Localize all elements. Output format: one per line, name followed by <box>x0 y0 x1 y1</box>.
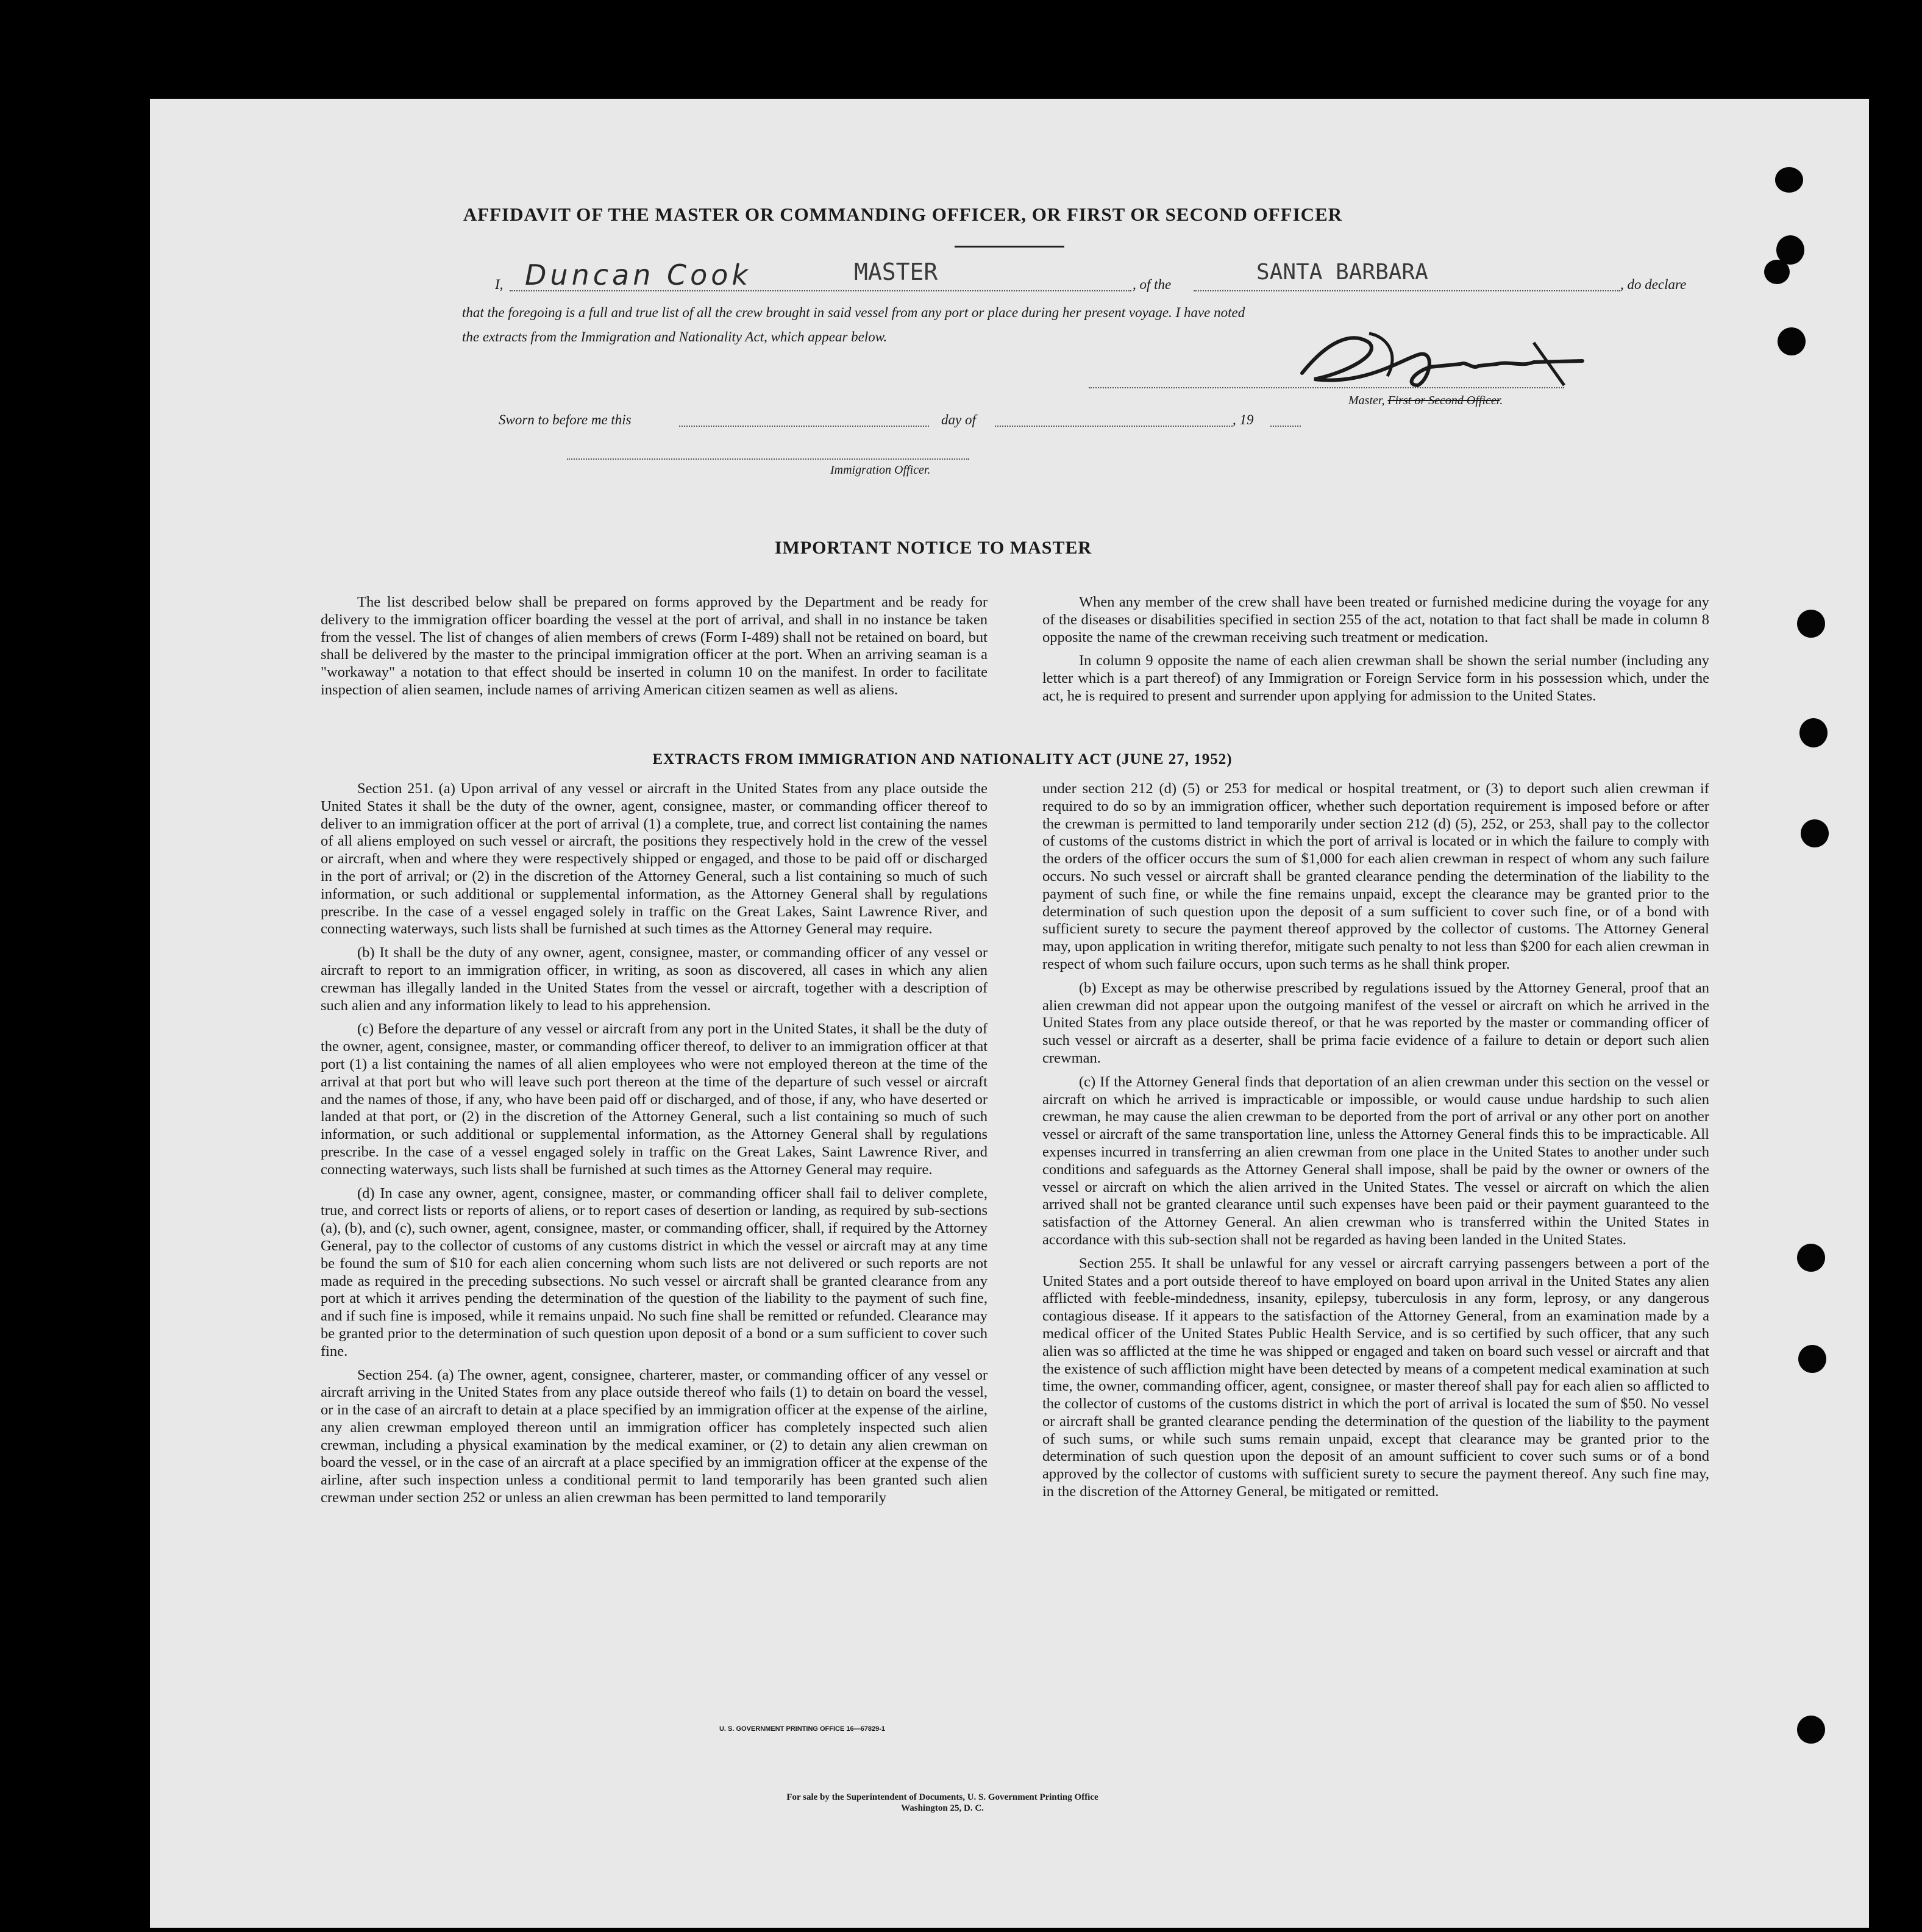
title-rule <box>955 246 1064 248</box>
master-name: Duncan Cook <box>525 258 752 291</box>
document-page <box>150 99 1869 1928</box>
of-the-label: , of the <box>1133 277 1172 292</box>
vessel-name-stamp: SANTA BARBARA <box>1256 260 1428 285</box>
do-declare-label: , do declare <box>1620 277 1687 292</box>
immigration-officer-caption: Immigration Officer. <box>830 463 931 477</box>
signature-line <box>1089 387 1564 388</box>
section-251-d: (d) In case any owner, agent, consignee, master, or commanding officer shall fail to deliver complete, true, and correct lists or reports of aliens, or to report cases of desertion or landing, as required by sub-sections (a), (b), and (c), such owner, agent, consignee, master, or commanding officer, shall, if required by the Attorney General, pay to the collector of customs of any customs district in which the vessel or aircraft may at any time be found the sum of $10 for each alien concerning whom such lists are not delivered or such reports are not made as required in the preceding subsections. No such vessel or aircraft shall be granted clearance from any port at which it arrives pending the determination of the question of the liability to the payment of such fine, and if such fine is imposed, while it remains unpaid. No such fine shall be remitted or refunded. Clearance may be granted prior to the determination of such question upon deposit of a bond or a sum sufficient to cover such fine. <box>321 1185 988 1360</box>
affidavit-title: AFFIDAVIT OF THE MASTER OR COMMANDING OFFICER, OR FIRST OR SECOND OFFICER <box>463 204 1343 225</box>
vessel-field-line <box>1194 290 1620 291</box>
section-254-c: (c) If the Attorney General finds that deportation of an alien crewman under this section on the vessel or aircraft on which he arrived is impracticable or impossible, or would cause undue hardship to such alien crewman, he may cause the alien crewman to be deported from the port of arrival or any other port on another vessel or aircraft of the same transportation line, unless the Attorney General finds this to be impracticable. All expenses incurred in transferring an alien crewman from one place in the United States to another under such conditions and safeguards as the Attorney General shall impose, shall be paid by the owner or owners of the vessel or aircraft on which the alien arrived in the United States. The vessel or aircraft on which the alien arrived shall not be granted clearance until such expenses have been paid or their payment guaranteed to the satisfaction of the Attorney General. An alien crewman who is transferred within the United States in accordance with this sub-section shall not be regarded as having been landed in the United States. <box>1042 1073 1709 1248</box>
punch-hole <box>1798 1345 1826 1373</box>
month-line <box>995 426 1233 427</box>
section-255: Section 255. It shall be unlawful for any vessel or aircraft carrying passengers between a port of the United States and a port outside thereof to have employed on board upon arrival in the United States any alien afflicted with feeble-mindedness, insanity, epilepsy, tuberculosis in any form, leprosy, or any dangerous contagious disease. If it appears to the satisfaction of the Attorney General, from an examination made by a medical officer of the United States Public Health Service, and is so certified by such officer, that any such alien was so afflicted at the time he was shipped or engaged and taken on board such vessel or aircraft and that the existence of such affliction might have been detected by means of a competent medical examination at such time, the owner, commanding officer, agent, consignee, or master thereof shall pay for each alien so afflicted to the collector of customs of the customs district in which the port of arrival is located the sum of $50. No vessel or aircraft shall be granted clearance pending the determination of the question of the liability to the payment of such sums, or while such sums remain unpaid, except that clearance may be granted prior to the determination of such question upon the deposit of an amount sufficient to cover such sums or of a bond approved by the collector of customs with sufficient surety to secure the payment thereof. Any such fine may, in the discretion of the Attorney General, be mitigated or remitted. <box>1042 1255 1709 1500</box>
notice-left-column <box>321 594 988 705</box>
extracts-title: EXTRACTS FROM IMMIGRATION AND NATIONALITY ACT (JUNE 27, 1952) <box>652 751 1233 768</box>
section-254-a: Section 254. (a) The owner, agent, consignee, charterer, master, or commanding officer of any vessel or aircraft arriving in the United States from any place outside thereof who fails (1) to detain on board the vessel, or in the case of an aircraft to detain at a place specified by an immigration officer at the expense of the airline, any alien crewman employed thereon until an immigration officer has completely inspected such alien crewman, including a physical examination by the medical examiner, or (2) to detain any alien crewman on board the vessel, or in the case of an aircraft at a place specified by an immigration officer at the expense of the airline, after such inspection unless a conditional permit to land temporarily has been granted such alien crewman under section 252 or unless an alien crewman has been permitted to land temporarily <box>321 1366 988 1506</box>
notice-title: IMPORTANT NOTICE TO MASTER <box>774 538 1092 558</box>
notice-right-column <box>1042 594 1709 711</box>
section-251-a: Section 251. (a) Upon arrival of any vessel or aircraft in the United States from any place outside the United States it shall be the duty of the owner, agent, consignee, master, or commanding officer thereof to deliver to an immigration officer at the port of arrival (1) a complete, true, and correct list containing the names of all aliens employed on such vessel or aircraft, the positions they respectively hold in the crew of the vessel or aircraft, when and where they were respectively shipped or engaged, and those to be paid off or discharged in the port of arrival; or (2) in the discretion of the Attorney General, such a list containing so much of such information, or such additional or supplemental information, as the Attorney General shall by regulations prescribe. In the case of a vessel engaged solely in traffic on the Great Lakes, Saint Lawrence River, and connecting waterways, such lists shall be furnished at such times as the Attorney General may require. <box>321 780 988 938</box>
notice-right-paragraph-2: In column 9 opposite the name of each alien crewman shall be shown the serial number (including any letter which is a part thereof) of any Immigration or Foreign Service form in his possession which, under the act, he is required to present and surrender upon applying for admission to the United States. <box>1042 652 1709 704</box>
notice-left-paragraph: The list described below shall be prepared on forms approved by the Department and be ready for delivery to the immigration officer boarding the vessel at the port of arrival, and shall in no instance be taken from the vessel. The list of changes of alien members of crews (Form I-489) shall not be retained on board, but shall be delivered by the master to the principal immigration officer at the port. When an arriving seaman is a "workaway" a notation to that effect should be inserted in column 10 on the manifest. In order to facilitate inspection of alien seamen, include names of arriving American citizen seamen as well as aliens. <box>321 594 988 698</box>
punch-hole <box>1797 610 1825 638</box>
punch-hole <box>1775 167 1803 193</box>
extracts-right-column <box>1042 780 1709 1707</box>
punch-hole <box>1764 260 1790 284</box>
sworn-label: Sworn to before me this <box>499 412 632 427</box>
sale-notice-line-1: For sale by the Superintendent of Documents, U. S. Government Printing Office <box>786 1792 1098 1802</box>
i-label: I, <box>495 277 504 292</box>
punch-hole <box>1778 327 1806 355</box>
day-of-label: day of <box>941 412 976 427</box>
year-line <box>1270 426 1301 427</box>
declaration-line-3: the extracts from the Immigration and Nationality Act, which appear below. <box>462 329 888 344</box>
sale-notice-line-2: Washington 25, D. C. <box>901 1803 984 1813</box>
punch-hole <box>1801 819 1829 847</box>
year-label: , 19 <box>1233 412 1254 427</box>
notice-right-paragraph-1: When any member of the crew shall have been treated or furnished medicine during the voyage for any of the diseases or disabilities specified in section 255 of the act, notation to that fact shall be made in column 8 opposite the name of the crewman receiving such treatment or medication. <box>1042 594 1709 646</box>
section-251-b: (b) It shall be the duty of any owner, agent, consignee, master, or commanding officer of any vessel or aircraft to report to an immigration officer, in writing, as soon as discovered, all cases in which any alien crewman has illegally landed in the United States from the vessel or aircraft, together with a description of such alien and any information likely to lead to his apprehension. <box>321 944 988 1014</box>
signature-caption: Master, First or Second Officer. <box>1348 394 1503 407</box>
declaration-line-2: that the foregoing is a full and true list of all the crew brought in said vessel from any port or place during her present voyage. I have noted <box>462 305 1245 320</box>
printing-office-imprint: U. S. GOVERNMENT PRINTING OFFICE 16—67829-1 <box>719 1725 885 1733</box>
section-254-a-continued: under section 212 (d) (5) or 253 for medical or hospital treatment, or (3) to deport such alien crewman if required to do so by an immigration officer, whether such deportation requirement is imposed before or after the crewman is permitted to land temporarily under section 212 (d) (5), 252, or 253, shall pay to the collector of customs of the customs district in which the port of arrival is located or in which the failure to comply with the orders of the officer occurs the sum of $1,000 for each alien crewman in respect of whom any such failure occurs. No such vessel or aircraft shall be granted clearance pending the determination of the liability to the payment of such fine, or while the fine remains unpaid, except the clearance may be granted prior to the determination of such question upon the deposit of a sum sufficient to cover such fine, or of a bond with sufficient surety to secure the payment thereof approved by the collector of customs. The Attorney General may, upon application in writing therefor, mitigate such penalty to not less than $200 for each alien crewman in respect of whom such failure occurs, upon such terms as he shall think proper. <box>1042 780 1709 972</box>
immigration-officer-line <box>567 458 969 460</box>
section-254-b: (b) Except as may be otherwise prescribed by regulations issued by the Attorney General, proof that an alien crewman did not appear upon the outgoing manifest of the vessel or aircraft on which he arrived in the United States from any place outside thereof, or that he was reported by the master or commanding officer of such vessel or aircraft as a deserter, shall be prima facie evidence of a failure to detain or deport such alien crewman. <box>1042 979 1709 1066</box>
punch-hole <box>1799 718 1828 747</box>
rank-stamp: MASTER <box>854 258 938 285</box>
section-251-c: (c) Before the departure of any vessel or aircraft from any port in the United States, it shall be the duty of the owner, agent, consignee, master, or commanding officer thereof, to deliver to an immigration officer at that port (1) a list containing the names of all alien employees who were not employed thereon at the time of the arrival at that port but who will leave such port thereon at the time of the departure of such vessel or aircraft and the names of those, if any, who have been paid off or discharged, and of those, if any, who have deserted or landed at that port, or (2) in the discretion of the Attorney General, such a list containing so much of such information, or such additional or supplemental information, as the Attorney General shall by regulations prescribe. In the case of a vessel engaged solely in traffic on the Great Lakes, Saint Lawrence River, and connecting waterways, such lists shall be furnished at such times as the Attorney General may require. <box>321 1021 988 1178</box>
extracts-left-column <box>321 780 988 1707</box>
punch-hole <box>1797 1716 1825 1744</box>
punch-hole <box>1797 1244 1825 1272</box>
sworn-date-line <box>679 426 929 427</box>
